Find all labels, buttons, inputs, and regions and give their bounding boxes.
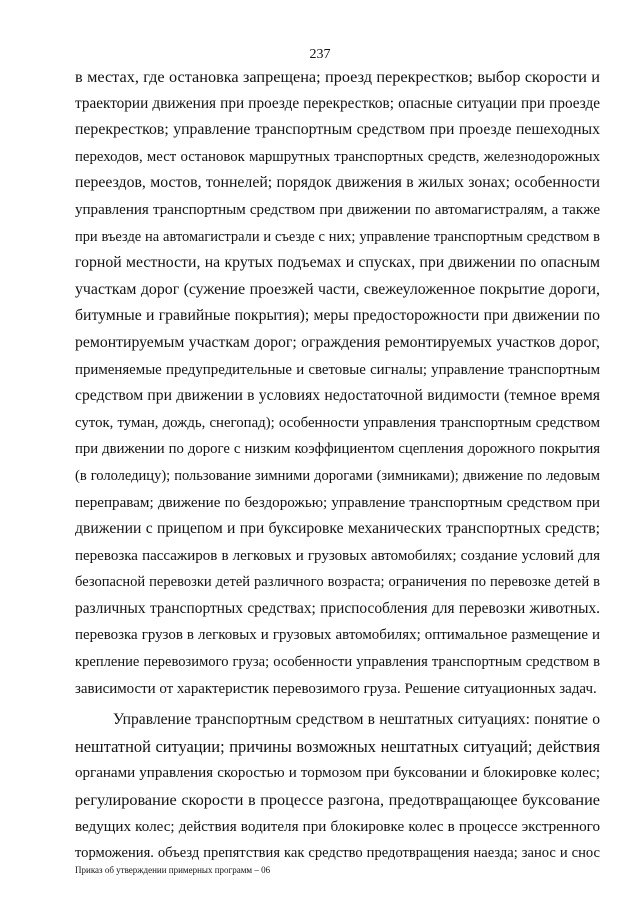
text-line: при движении по дороге с низким коэффициентом сцепления дорожного покрытия bbox=[75, 441, 600, 458]
page-number: 237 bbox=[309, 47, 331, 62]
body-text bbox=[75, 64, 600, 867]
text-line: перевозка грузов в легковых и грузовых автомобилях; оптимальное размещение и bbox=[75, 627, 600, 644]
text-line: безопасной перевозки детей различного возраста; ограничения по перевозке детей в bbox=[75, 574, 600, 591]
text-line: управления транспортным средством при движении по автомагистралям, а также bbox=[75, 201, 600, 218]
text-line: при въезде на автомагистрали и съезде с них; управление транспортным средством в bbox=[75, 228, 600, 245]
text-line: нештатной ситуации; причины возможных нештатных ситуаций; действия bbox=[75, 736, 600, 756]
text-line: суток, туман, дождь, снегопад); особенности управления транспортным средством bbox=[75, 414, 600, 431]
paragraph-2 bbox=[75, 707, 600, 867]
text-line: средством при движении в условиях недостаточной видимости (темное время bbox=[75, 387, 600, 405]
text-line: перекрестков; управление транспортным средством при проезде пешеходных bbox=[75, 121, 600, 139]
text-line: органами управления скоростью и тормозом при буксовании и блокировке колес; bbox=[75, 765, 600, 782]
text-line: битумные и гравийные покрытия); меры предосторожности при движении по bbox=[75, 307, 600, 325]
text-line: регулирование скорости в процессе разгона, предотвращающее буксование bbox=[75, 791, 600, 810]
paragraph-1 bbox=[75, 64, 600, 702]
text-line: различных транспортных средствах; приспособления для перевозки животных. bbox=[75, 599, 600, 617]
text-line: применяемые предупредительные и световые сигналы; управление транспортным bbox=[75, 361, 600, 378]
text-line: ремонтируемым участкам дорог; ограждения ремонтируемых участков дорог, bbox=[75, 333, 600, 351]
text-line: участкам дорог (сужение проезжей части, свежеуложенное покрытие дороги, bbox=[75, 280, 600, 298]
text-line: торможения. объезд препятствия как средство предотвращения наезда; занос и снос bbox=[75, 845, 600, 862]
text-line: в местах, где остановка запрещена; проезд перекрестков; выбор скорости и bbox=[75, 68, 600, 86]
text-line: (в гололедицу); пользование зимними дорогами (зимниками); движение по ледовым bbox=[75, 467, 600, 484]
text-line: Управление транспортным средством в нештатных ситуациях: понятие о bbox=[113, 711, 600, 729]
text-line: переездов, мостов, тоннелей; порядок движения в жилых зонах; особенности bbox=[75, 174, 600, 192]
text-line: переправам; движение по бездорожью; управление транспортным средством при bbox=[75, 494, 600, 511]
text-line: движении с прицепом и при буксировке механических транспортных средств; bbox=[75, 520, 600, 538]
text-line: горной местности, на крутых подъемах и спусках, при движении по опасным bbox=[75, 254, 600, 272]
text-line: траектории движения при проезде перекрестков; опасные ситуации при проезде bbox=[75, 94, 600, 112]
text-line: зависимости от характеристик перевозимого груза. Решение ситуационных задач. bbox=[75, 680, 597, 697]
text-line: ведущих колес; действия водителя при блокировке колес в процессе экстренного bbox=[75, 818, 600, 835]
text-line: переходов, мест остановок маршрутных транспортных средств, железнодорожных bbox=[75, 148, 600, 165]
text-line: перевозка пассажиров в легковых и грузовых автомобилях; создание условий для bbox=[75, 547, 600, 564]
footer-note: Приказ об утверждении примерных программ – 06 bbox=[75, 865, 271, 875]
text-line: крепление перевозимого груза; особенности управления транспортным средством в bbox=[75, 654, 600, 671]
